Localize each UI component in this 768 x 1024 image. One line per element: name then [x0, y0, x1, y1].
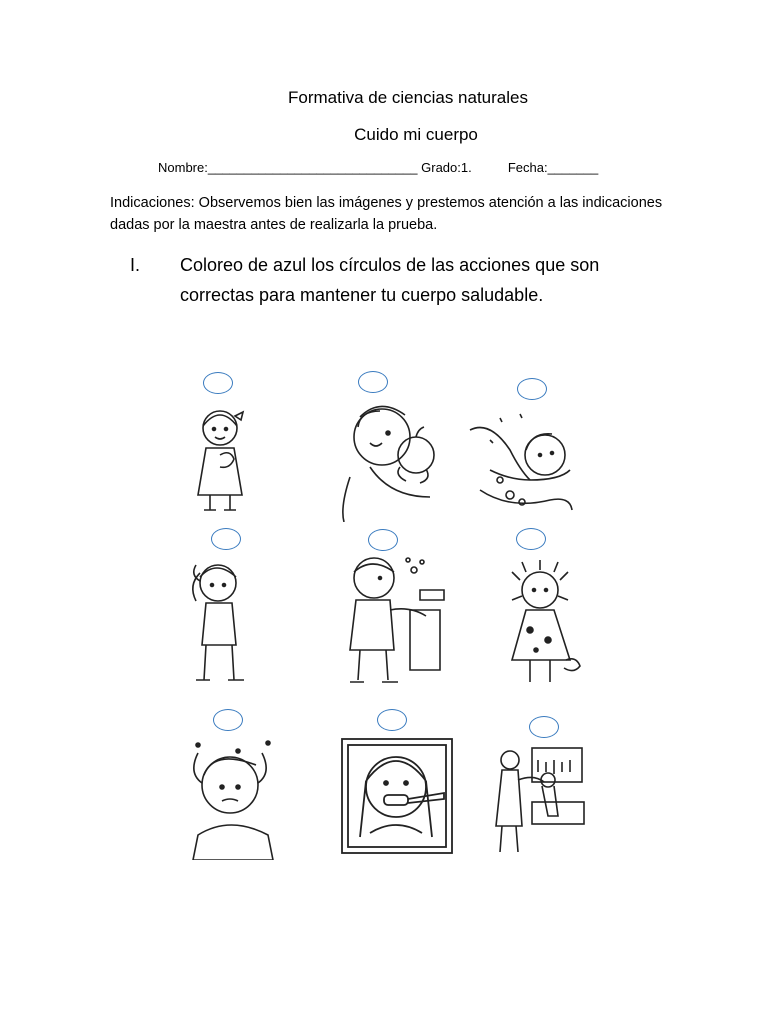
answer-circle-8[interactable] — [377, 709, 407, 731]
doctor-checkup-icon — [488, 740, 588, 855]
answer-circle-3[interactable] — [517, 378, 547, 400]
boy-with-lice-icon — [178, 735, 288, 860]
page-title: Formativa de ciencias naturales — [287, 88, 528, 107]
girl-brushing-teeth-icon — [340, 737, 454, 855]
child-bathing-icon — [460, 410, 580, 520]
answer-circle-1[interactable] — [203, 372, 233, 394]
answer-circle-9[interactable] — [529, 716, 559, 738]
answer-circle-5[interactable] — [368, 529, 398, 551]
boy-scratching-head-icon — [178, 555, 258, 697]
girl-holding-doll-icon — [180, 400, 260, 518]
question-text: Coloreo de azul los círculos de las acciones que son correctas para mantener tu cuerpo saludable. — [180, 255, 600, 305]
answer-circle-2[interactable] — [358, 371, 388, 393]
student-fields-line: Nombre:_____________________________ Grado:1. Fecha:_______ — [158, 160, 599, 175]
answer-circle-7[interactable] — [213, 709, 243, 731]
boy-eating-apple-icon — [330, 397, 450, 522]
instructions-text: Indicaciones: Observemos bien las imágenes y prestemos atención a las indicaciones dadas por la maestra antes de realizarla la prueba. — [110, 195, 663, 233]
answer-circle-6[interactable] — [516, 528, 546, 550]
messy-girl-icon — [500, 560, 585, 690]
question-number: I. — [130, 255, 141, 275]
answer-circle-4[interactable] — [211, 528, 241, 550]
child-washing-hands-icon — [330, 550, 450, 690]
page-subtitle: Cuido mi cuerpo — [354, 125, 478, 144]
